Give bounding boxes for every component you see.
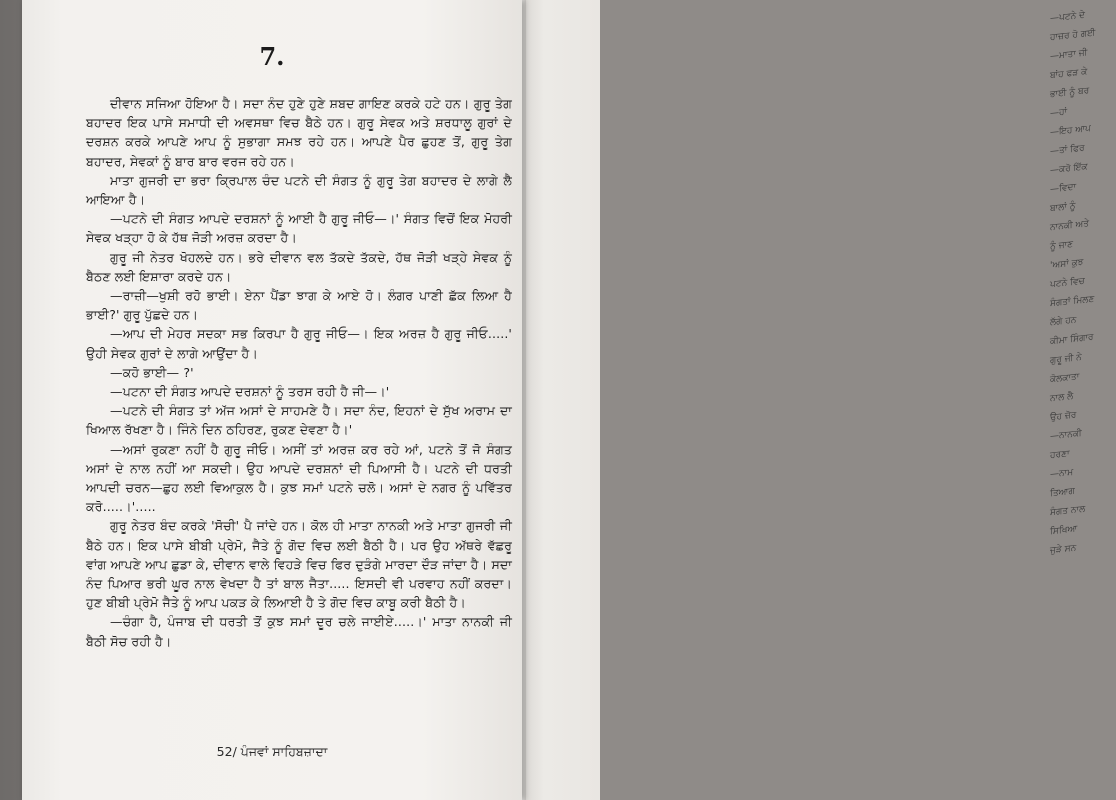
- right-page-line: ਉਹ ਜ਼ੋਰ: [1050, 410, 1077, 423]
- right-page-line: ਸੰਗਤ ਨਾਲ: [1050, 504, 1086, 518]
- right-page-text: [1050, 3, 1116, 790]
- right-page-line: ਪਟਨੇ ਵਿਚ: [1050, 276, 1085, 290]
- right-page-line: ਹਰਣਾ: [1050, 448, 1070, 461]
- paragraph: —ਆਪ ਦੀ ਮੇਹਰ ਸਦਕਾ ਸਭ ਕਿਰਪਾ ਹੈ ਗੁਰੂ ਜੀਓ—। ਇਕ ਅਰਜ਼ ਹੈ ਗੁਰੂ ਜੀਓ.....' ਉਹੀ ਸੇਵਕ ਗੁਰਾਂ ਦੇ ਲਾਗੇ ਆਉਂਦਾ ਹੈ।: [86, 326, 512, 361]
- chapter-number: 7.: [259, 42, 285, 71]
- right-page-line: ਕੋਲਕਾਤਾ: [1050, 371, 1080, 385]
- paragraph: —ਪਟਨਾ ਦੀ ਸੰਗਤ ਆਪਦੇ ਦਰਸ਼ਨਾਂ ਨੂੰ ਤਰਸ ਰਹੀ ਹੈ ਜੀ—।': [110, 384, 390, 400]
- paragraph: —ਕਹੋ ਭਾਈ— ?': [110, 364, 194, 380]
- right-page-line: —ਪਟਨੇ ਦੇ: [1050, 10, 1086, 24]
- right-page-line: —ਨਾਨਕੀ: [1050, 428, 1082, 442]
- right-page-line: ਗੁਰੂ ਜੀ ਨੇ: [1050, 352, 1082, 366]
- right-page-line: ਲੱਗੇ ਹਨ: [1050, 315, 1077, 328]
- right-page-line: ਬਾਂਹ ਫੜ ਕੇ: [1050, 67, 1088, 81]
- right-page: [520, 0, 1096, 800]
- right-page-line: ਹਾਜ਼ਰ ਹੋ ਗਈ: [1050, 28, 1096, 43]
- paragraph: —ਪਟਨੇ ਦੀ ਸੰਗਤ ਤਾਂ ਅੱਜ ਅਸਾਂ ਦੇ ਸਾਹਮਣੇ ਹੈ। ਸਦਾ ਨੰਦ, ਇਹਨਾਂ ਦੇ ਸੁੱਖ ਅਰਾਮ ਦਾ ਖਿਆਲ ਰੱਖਣਾ ਹੈ। ਜਿੰਨੇ ਦਿਨ ਠਹਿਰਣ, ਰੁਕਣ ਦੇਵਣਾ ਹੈ।': [86, 403, 512, 438]
- right-page-line: ਸਿਖਿਆ: [1050, 524, 1078, 537]
- right-page-line: ਸੰਗਤਾਂ ਮਿਲਣ: [1050, 294, 1095, 309]
- right-page-line: —ਇਹ ਆਪ: [1050, 123, 1091, 138]
- right-page-line: ਕੀਮਾ ਸਿੰਗਾਰ: [1050, 332, 1094, 347]
- page-footer: 52/ ਪੰਜਵਾਂ ਸਾਹਿਬਜ਼ਾਦਾ: [216, 744, 328, 759]
- right-page-line: —ਮਾਤਾ ਜੀ: [1050, 48, 1088, 62]
- right-page-line: ਨਾਨਕੀ ਅਤੇ: [1050, 218, 1090, 233]
- paragraph: —ਰਾਜ਼ੀ—ਖੁਸ਼ੀ ਰਹੋ ਭਾਈ। ਏਨਾ ਪੈਂਡਾ ਝਾਗ ਕੇ ਆਏ ਹੋ। ਲੰਗਰ ਪਾਣੀ ਛੱਕ ਲਿਆ ਹੈ ਭਾਈ?' ਗੁਰੂ ਪੁੱਛਦੇ ਹਨ।: [86, 288, 512, 323]
- right-page-line: ਜੁੜੇ ਸਨ: [1050, 543, 1077, 556]
- right-page-line: —ਤਾਂ ਫਿਰ: [1050, 143, 1085, 157]
- right-page-line: ਤਿਆਗ: [1050, 486, 1075, 499]
- left-page: [22, 0, 522, 800]
- right-page-line: —ਨਾਮ: [1050, 467, 1074, 480]
- right-page-line: ਭਾਈ ਨੂੰ ਬਰ: [1050, 85, 1090, 100]
- paragraph: —ਚੰਗਾ ਹੈ, ਪੰਜਾਬ ਦੀ ਧਰਤੀ ਤੋਂ ਕੁਝ ਸਮਾਂ ਦੂਰ ਚਲੇ ਜਾਈਏ.....।' ਮਾਤਾ ਨਾਨਕੀ ਜੀ ਬੈਠੀ ਸੋਚ ਰਹੀ ਹੈ।: [86, 614, 512, 649]
- page-body: [86, 94, 512, 651]
- right-page-line: ਨਾਲ ਲੈ: [1050, 391, 1074, 404]
- right-page-line: —ਹਾਂ: [1050, 107, 1068, 119]
- right-page-line: ਬਾਲਾਂ ਨੂੰ: [1050, 201, 1076, 214]
- paragraph: ਗੁਰੂ ਨੇਤਰ ਬੰਦ ਕਰਕੇ 'ਸੋਚੀ' ਪੈ ਜਾਂਦੇ ਹਨ। ਕੋਲ ਹੀ ਮਾਤਾ ਨਾਨਕੀ ਅਤੇ ਮਾਤਾ ਗੁਜਰੀ ਜੀ ਬੈਠੇ ਹਨ। ਇਕ ਪਾਸੇ ਬੀਬੀ ਪ੍ਰੇਮੋ, ਜੈਤੇ ਨੂੰ ਗੋਦ ਵਿਚ ਲਈ ਬੈਠੀ ਹੈ। ਪਰ ਉਹ ਅੱਥਰੇ ਵੱਛਰੂ ਵਾਂਗ ਆਪਣੇ ਆਪ ਛੁਡਾ ਕੇ, ਦੀਵਾਨ ਵਾਲੇ ਵਿਹੜੇ ਵਿਚ ਫਿਰ ਦੁੜੰਗੇ ਮਾਰਦਾ ਦੌੜ ਜਾਂਦਾ ਹੈ। ਸਦਾ ਨੰਦ ਪਿਆਰ ਭਰੀ ਘੂਰ ਨਾਲ ਵੇਖਦਾ ਹੈ ਤਾਂ ਬਾਲ ਜੈਤਾ..... ਇਸਦੀ ਵੀ ਪਰਵਾਹ ਨਹੀਂ ਕਰਦਾ। ਹੁਣ ਬੀਬੀ ਪ੍ਰੇਮੋ ਜੈਤੇ ਨੂੰ ਆਪ ਪਕੜ ਕੇ ਲਿਆਈ ਹੈ ਤੇ ਗੋਦ ਵਿਚ ਕਾਬੂ ਕਰੀ ਬੈਠੀ ਹੈ।: [86, 518, 512, 611]
- right-page-line: ਨੂੰ ਜਾਣ: [1050, 239, 1074, 252]
- paragraph: —ਪਟਨੇ ਦੀ ਸੰਗਤ ਆਪਦੇ ਦਰਸ਼ਨਾਂ ਨੂੰ ਆਈ ਹੈ ਗੁਰੂ ਜੀਓ—।' ਸੰਗਤ ਵਿਚੋਂ ਇਕ ਮੋਹਰੀ ਸੇਵਕ ਖੜ੍ਹਾ ਹੋ ਕੇ ਹੱਥ ਜੋੜੀ ਅਰਜ਼ ਕਰਦਾ ਹੈ।: [86, 211, 512, 246]
- right-page-line: —ਵਿਦਾ: [1050, 182, 1077, 195]
- paragraph: ਮਾਤਾ ਗੁਜਰੀ ਦਾ ਭਰਾ ਕ੍ਰਿਪਾਲ ਚੰਦ ਪਟਨੇ ਦੀ ਸੰਗਤ ਨੂੰ ਗੁਰੂ ਤੇਗ ਬਹਾਦਰ ਦੇ ਲਾਗੇ ਲੈ ਆਇਆ ਹੈ।: [86, 172, 512, 208]
- paragraph: ਗੁਰੂ ਜੀ ਨੇਤਰ ਖੋਹਲਦੇ ਹਨ। ਭਰੇ ਦੀਵਾਨ ਵਲ ਤੱਕਦੇ ਤੱਕਦੇ, ਹੱਥ ਜੋੜੀ ਖੜ੍ਹੇ ਸੇਵਕ ਨੂੰ ਬੈਠਣ ਲਈ ਇਸ਼ਾਰਾ ਕਰਦੇ ਹਨ।: [86, 249, 512, 284]
- right-page-line: —ਕਰੋ ਇੱਕ: [1050, 162, 1088, 176]
- paragraph: ਦੀਵਾਨ ਸਜਿਆ ਹੋਇਆ ਹੈ। ਸਦਾ ਨੰਦ ਹੁਣੇ ਹੁਣੇ ਸ਼ਬਦ ਗਾਇਣ ਕਰਕੇ ਹਟੇ ਹਨ। ਗੁਰੂ ਤੇਗ ਬਹਾਦਰ ਇਕ ਪਾਸੇ ਸਮਾਧੀ ਦੀ ਅਵਸਥਾ ਵਿਚ ਬੈਠੇ ਹਨ। ਗੁਰੂ ਸੇਵਕ ਅਤੇ ਸ਼ਰਧਾਲੂ ਗੁਰਾਂ ਦੇ ਦਰਸ਼ਨ ਕਰਕੇ ਆਪਣੇ ਆਪ ਨੂੰ ਸੁਭਾਗਾ ਸਮਝ ਰਹੇ ਹਨ। ਆਪਣੇ ਪੈਰ ਛੁਹਣ ਤੋਂ, ਗੁਰੂ ਤੇਗ ਬਹਾਦਰ, ਸੇਵਕਾਂ ਨੂੰ ਬਾਰ ਬਾਰ ਵਰਜ ਰਹੇ ਹਨ।: [86, 96, 512, 169]
- paragraph: —ਅਸਾਂ ਰੁਕਣਾ ਨਹੀਂ ਹੈ ਗੁਰੂ ਜੀਓ। ਅਸੀਂ ਤਾਂ ਅਰਜ਼ ਕਰ ਰਹੇ ਆਂ, ਪਟਨੇ ਤੋਂ ਜੋ ਸੰਗਤ ਅਸਾਂ ਦੇ ਨਾਲ ਨਹੀਂ ਆ ਸਕਦੀ। ਉਹ ਆਪਦੇ ਦਰਸ਼ਨਾਂ ਦੀ ਪਿਆਸੀ ਹੈ। ਪਟਨੇ ਦੀ ਧਰਤੀ ਆਪਦੀ ਚਰਨ—ਛੁਹ ਲਈ ਵਿਆਕੁਲ ਹੈ। ਕੁਝ ਸਮਾਂ ਪਟਨੇ ਚਲੋ। ਅਸਾਂ ਦੇ ਨਗਰ ਨੂੰ ਪਵਿੱਤਰ ਕਰੋ.....।'.....: [86, 441, 512, 515]
- right-page-line: 'ਅਸਾਂ ਕੁਝ: [1050, 257, 1084, 271]
